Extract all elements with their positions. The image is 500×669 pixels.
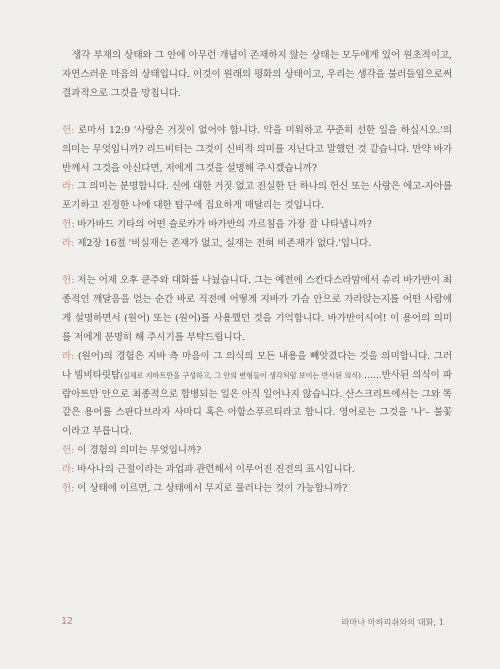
dialogue-text: 제2장 16절 '비실재는 존재가 없고, 실재는 전혀 비존재가 없다.'입니다. xyxy=(74,238,372,250)
running-head: 라마나 마하리쉬와의 대화, 1 xyxy=(341,617,444,627)
dialogue-line xyxy=(62,178,452,216)
speaker-label: 헌: xyxy=(62,124,75,136)
dialogue-line xyxy=(62,272,452,348)
dialogue-line xyxy=(62,461,452,480)
dialogue-text: 이 상태에 이르면, 그 상태에서 무지로 물러나는 것이 가능합니까? xyxy=(74,483,348,495)
dialogue-line xyxy=(62,235,452,254)
gloss-note: (실체로 지바트만을 구성하고, 그 안의 변형들이 생각처럼 보이는 반사된 의식) xyxy=(120,370,361,380)
intro-paragraph: 생각 부재의 상태와 그 안에 아무런 개념이 존재하지 않는 상태는 모두에게 있어 원초적이고, 자연스러운 마음의 상태입니다. 이것이 원래의 평화의 상태이고, 우리는 생각을 불러들임으로써 결과적으로 그것을 망칩니다. xyxy=(62,50,452,99)
speaker-label: 헌: xyxy=(62,275,75,287)
dialogue-text: (원어)의 경험은 지바 측 마음이 그 의식의 모든 내용을 빼앗겼다는 것을 의미합니다. 그러나 빔비타릿탐 xyxy=(62,350,452,381)
speaker-label: 라: xyxy=(62,464,75,476)
dialogue-line xyxy=(62,216,452,235)
dialogue-text: 이 경험의 의미는 무엇입니까? xyxy=(74,445,202,457)
speaker-label: 라: xyxy=(62,181,75,193)
dialogue-text-continued: ......반사된 의식이 파람아트만 안으로 최종적으로 합병되는 일은 아직 일어나지 않습니다. 산스크리트에서는 그와 똑같은 용어를 스판다브라자 사마디 혹은 아함스푸르티라고 합니다. 영어로는 그것을 '나'– 불꽃이라고 부릅니다. xyxy=(62,369,452,438)
dialogue-line xyxy=(62,480,452,499)
speaker-label: 헌: xyxy=(62,219,75,231)
dialogue-line xyxy=(62,122,452,179)
dialogue-text: 그 의미는 분명합니다. 신에 대한 거짓 없고 진실한 단 하나의 헌신 또는 사랑은 에고-자아를 포기하고 진정한 나에 대한 탐구에 집요하게 매달리는 것입니다. xyxy=(62,181,452,212)
speaker-label: 라: xyxy=(62,238,75,250)
dialogue-line xyxy=(62,442,452,461)
speaker-label: 헌: xyxy=(62,483,75,495)
page-number: 12 xyxy=(61,616,74,627)
speaker-label: 헌: xyxy=(62,445,75,457)
speaker-label: 라: xyxy=(62,350,75,362)
dialogue-text: 바사나의 근절이라는 과업과 관련해서 이루어진 진전의 표시입니다. xyxy=(74,464,355,476)
dialogue-text: 로마서 12:9 '사랑은 거짓이 없어야 합니다. 악을 미워하고 꾸준히 선한 일을 하십시오.'의 의미는 무엇입니까? 리드비터는 그것이 신비적 의미를 지닌다고 말했던 것 같습니다. 만약 바가반께서 그것을 아신다면, 저에게 그것을 설명해 주시겠습니까? xyxy=(62,124,452,174)
dialogue-line xyxy=(62,348,452,443)
dialogue-text: 저는 어제 오후 쿤주와 대화를 나눴습니다. 그는 예전에 스칸다스라맘에서 슈리 바가반이 최종적인 깨달음을 얻는 순간 바로 직전에 어떻게 지바가 가슴 안으로 가라앉는지를 어떤 사람에게 설명하면서 (원어) 또는 (원어)를 사용했던 것을 기억합니다. 바가반이시여! 이 용어의 의미를 저에게 분명히 해 주시기를 부탁드립니다. xyxy=(62,275,452,343)
body-text xyxy=(62,47,452,499)
dialogue-text: 바가바드 기타의 어떤 슬로카가 바가반의 가르침을 가장 잘 나타냅니까? xyxy=(74,219,372,231)
